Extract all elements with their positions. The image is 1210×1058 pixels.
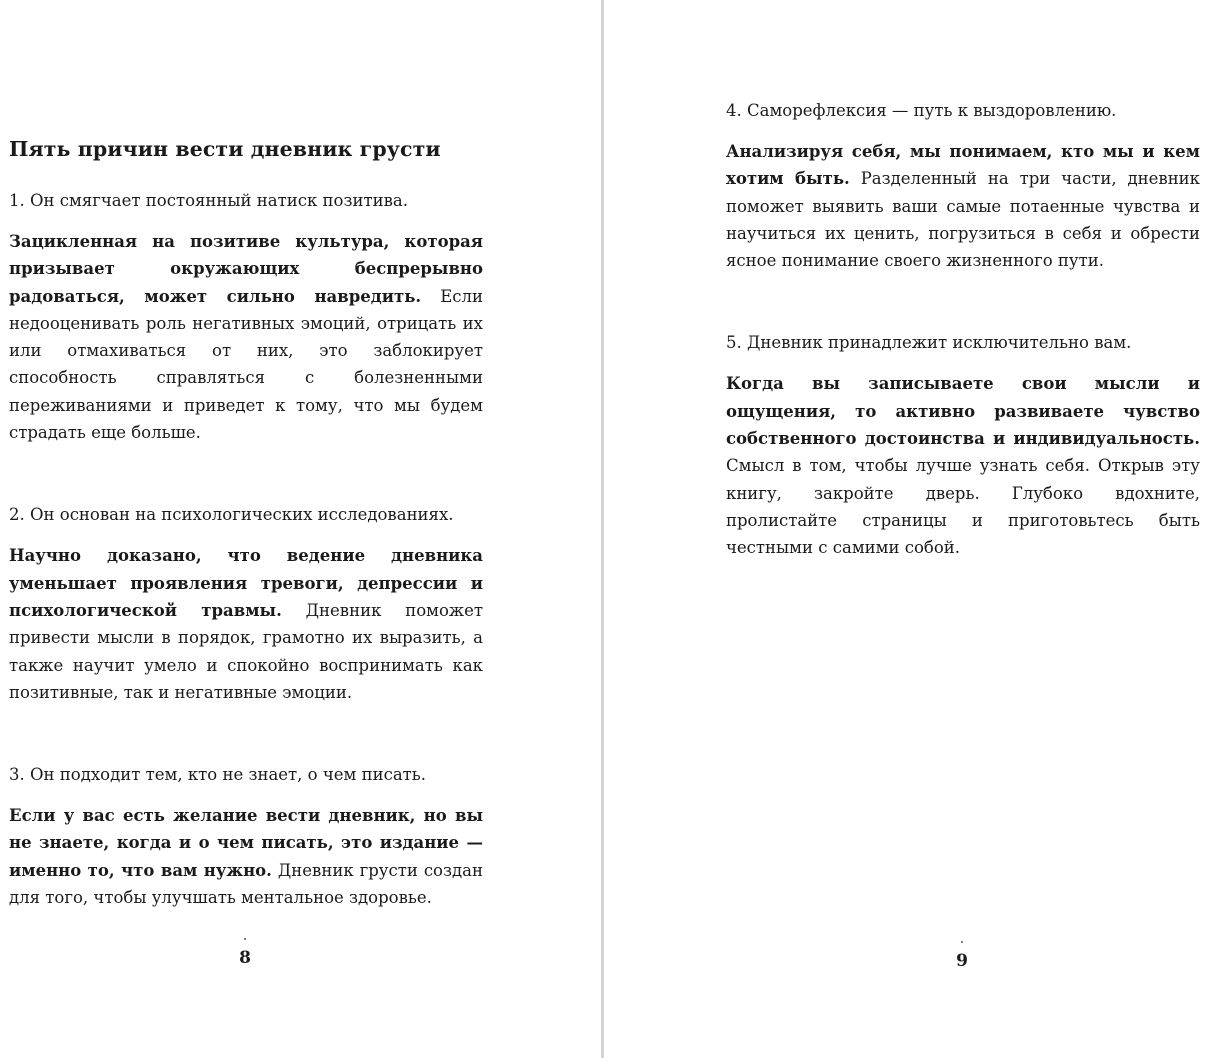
page-title: Пять причин вести дневник грусти xyxy=(9,137,441,161)
left-page-content xyxy=(9,134,483,911)
reason-body-text: Дневник поможет привести мысли в порядок, грамотно их выразить, а также научит умело и спокойно воспринимать как позитивные, так и негативные эмоции. xyxy=(9,600,483,702)
reason-heading: 4. Саморефлексия — путь к выздоровлению. xyxy=(726,101,1117,120)
reason-paragraph xyxy=(9,802,483,911)
reason-body-text: Смысл в том, чтобы лучше узнать себя. Открыв эту книгу, закройте дверь. Глубоко вдохните, пролистайте страницы и приготовьтесь быть честными с самими собой. xyxy=(726,456,1200,558)
right-page xyxy=(606,0,1210,1058)
reason-heading: 2. Он основан на психологических исследованиях. xyxy=(9,505,454,525)
left-page xyxy=(0,0,602,1058)
reason-lead-bold: Если у вас есть желание вести дневник, но вы не знаете, когда и о чем писать, это издание — именно то, что вам нужно. xyxy=(9,806,483,880)
page-number-right: 9 xyxy=(942,941,982,971)
reason-heading: 5. Дневник принадлежит исключительно вам. xyxy=(726,333,1132,353)
page-number-left: 8 xyxy=(225,938,265,968)
reason-paragraph xyxy=(9,228,483,446)
reason-section-4 xyxy=(726,100,1200,274)
reason-section-5 xyxy=(726,332,1200,561)
reason-section-3 xyxy=(9,764,483,911)
reason-body-text: Если недооценивать роль негативных эмоций, отрицать их или отмахиваться от них, это заблокирует способность справляться с болезненными переживаниями и приведет к тому, что мы будем страдать еще больше. xyxy=(9,286,483,443)
book-spine-divider xyxy=(601,0,604,1058)
reason-lead-bold: Анализируя себя, мы понимаем, кто мы и кем хотим быть. xyxy=(726,142,1200,189)
reason-heading: 3. Он подходит тем, кто не знает, о чем писать. xyxy=(9,765,427,785)
reason-paragraph xyxy=(726,138,1200,274)
reason-heading: 1. Он смягчает постоянный натиск позитива. xyxy=(9,191,408,210)
reason-lead-bold: Когда вы записываете свои мысли и ощущения, то активно развиваете чувство собственного достоинства и индивидуальность. xyxy=(726,374,1200,449)
reason-body-text: Дневник грусти создан для того, чтобы улучшать ментальное здоровье. xyxy=(9,860,483,908)
reason-paragraph xyxy=(726,370,1200,561)
right-page-content xyxy=(726,100,1200,562)
reason-section-2 xyxy=(9,504,483,706)
reason-paragraph xyxy=(9,542,483,706)
reason-section-1 xyxy=(9,190,483,446)
reason-body-text: Разделенный на три части, дневник поможет выявить ваши самые потаенные чувства и научиться их ценить, погрузиться в себя и обрести ясное понимание своего жизненного пути. xyxy=(726,169,1200,271)
reason-lead-bold: Научно доказано, что ведение дневника уменьшает проявления тревоги, депрессии и психологической травмы. xyxy=(9,546,483,620)
reason-lead-bold: Зацикленная на позитиве культура, которая призывает окружающих беспрерывно радоваться, может сильно навредить. xyxy=(9,232,483,306)
